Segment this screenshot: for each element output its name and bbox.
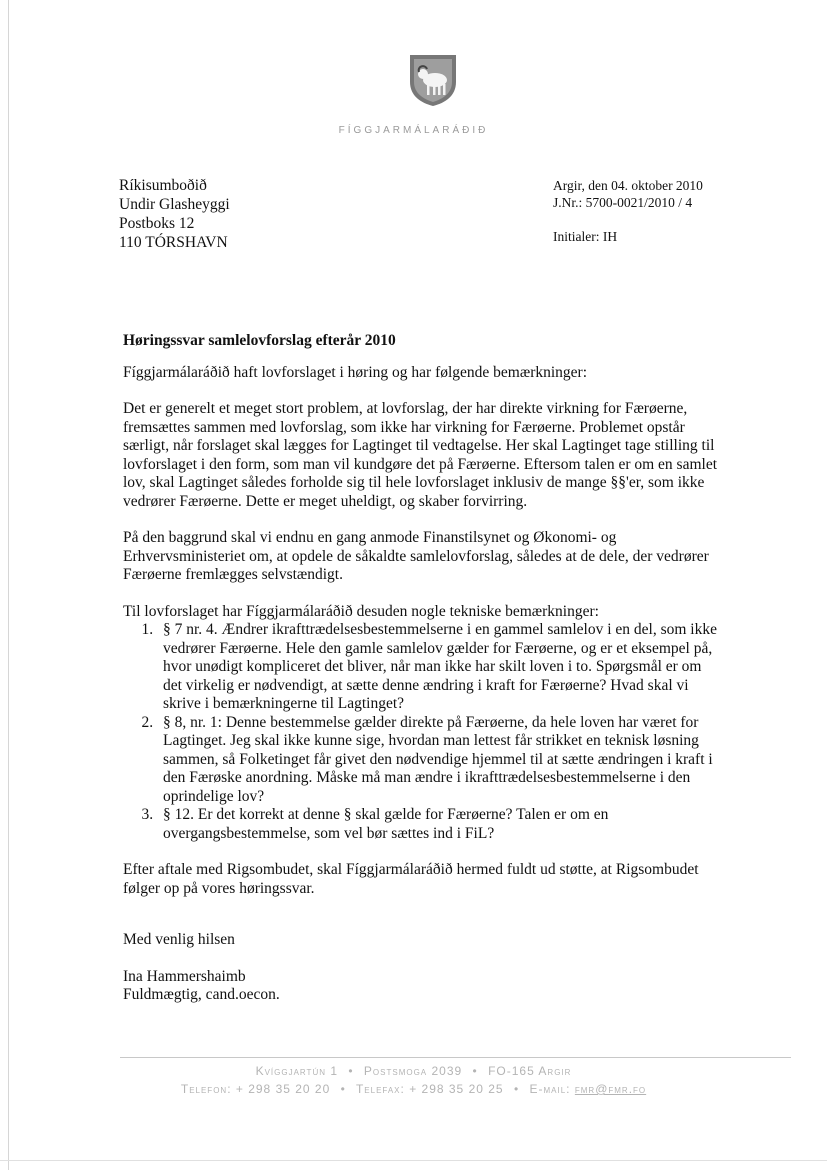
footer-postbox: Postsmoga 2039	[363, 1064, 463, 1078]
recipient-line: 110 TÓRSHAVN	[119, 234, 228, 251]
letter-subject: Høringssvar samlelovforslag efterår 2010	[123, 332, 396, 349]
footer-divider	[120, 1057, 791, 1058]
remark-item: 1. § 7 nr. 4. Ændrer ikrafttrædelsesbestemmelserne i en gammel samlelov i en del, som ikke vedrører Færøerne. Hele den gamle samlelov gælder for Færøerne, og er et eksempel på, hvor unødigt kompliceret det bliver, når man ikke har skilt loven i to. Spørgsmål er om det virkelig er nødvendigt, at sætte denne ændring i kraft for Færøerne? Hvad skal vi skrive i bemærkningerne til Lagtinget?	[157, 621, 723, 714]
footer-street: Kvíggjartún 1	[255, 1064, 339, 1078]
recipient-line: Postboks 12	[119, 215, 195, 232]
footer-email-label: E-mail:	[529, 1082, 571, 1096]
letter-meta	[553, 177, 703, 245]
bullet-separator-icon: •	[340, 1082, 346, 1096]
remark-item: 2. § 8, nr. 1: Denne bestemmelse gælder direkte på Færøerne, da hele loven har været for Lagtinget. Jeg skal ikke kunne sige, hvordan man lettest får strikket en teknisk løsning sammen, så Folketinget får givet den nødvendige hjemmel til at sætte ændringen i kraft i den Færøske anordning. Måske må man ændre i ikrafttrædelsesbestemmelserne i den oprindelige lov?	[157, 714, 723, 807]
closing-greeting: Med venlig hilsen	[123, 931, 235, 948]
letterhead-org-name: FÍGGJARMÁLARÁÐIÐ	[338, 125, 489, 136]
ram-coat-of-arms-icon	[407, 52, 459, 108]
intro-paragraph: Fíggjarmálaráðið haft lovforslaget i høring og har følgende bemærkninger:	[123, 363, 588, 381]
body-paragraph-2: På den baggrund skal vi endnu en gang anmode Finanstilsynet og Økonomi- og Erhvervsministeriet om, at opdele de såkaldte samlelovforslag, således at de dele, der vedrører Færøerne fremlægges selvstændigt.	[123, 529, 709, 583]
footer-email-link[interactable]: fmr@fmr.fo	[574, 1082, 647, 1096]
footer-phone: Telefon: + 298 35 20 20	[180, 1082, 331, 1096]
recipient-address	[119, 176, 230, 252]
footer-contact-line	[0, 1082, 827, 1096]
place-date: Argir, den 04. oktober 2010	[553, 178, 703, 193]
initials: Initialer: IH	[553, 229, 618, 244]
body-paragraph-3: Efter aftale med Rigsombudet, skal Fíggjarmálaráðið hermed fuldt ud støtte, at Rigsombudet følger op på vores høringssvar.	[123, 861, 699, 897]
footer-address-line	[0, 1064, 827, 1078]
signer-title: Fuldmægtig, cand.oecon.	[123, 986, 280, 1003]
recipient-line: Ríkisumboðið	[119, 177, 207, 194]
footer-postcode: FO-165 Argir	[488, 1064, 572, 1078]
remarks-intro: Til lovforslaget har Fíggjarmálaráðið desuden nogle tekniske bemærkninger:	[123, 602, 599, 620]
signer-name: Ina Hammershaimb	[123, 967, 246, 985]
body-paragraph-1: Det er generelt et meget stort problem, at lovforslag, der har direkte virkning for Færøerne, fremsættes sammen med lovforslag, som ikke har virkning for Færøerne. Problemet opstår særligt, når forslaget skal lægges for Lagtinget til vedtagelse. Her skal Lagtinget tage stilling til lovforslaget i den form, som man vil kundgøre det på Færøerne. Eftersom talen er om en samlet lov, skal Lagtinget således forholde sig til hele lovforslaget inklusiv de mange §§'er, som ikke vedrører Færøerne. Dette er meget uheldigt, og skaber forvirring.	[123, 400, 718, 510]
bullet-separator-icon: •	[472, 1064, 478, 1078]
bullet-separator-icon: •	[348, 1064, 354, 1078]
page-edge-line	[8, 0, 9, 1170]
recipient-line: Undir Glasheyggi	[119, 196, 230, 213]
page-bottom-line	[0, 1160, 827, 1161]
remark-item: 3. § 12. Er det korrekt at denne § skal gælde for Færøerne? Talen er om en overgangsbestemmelse, som vel bør sættes ind i FiL?	[157, 806, 723, 843]
remarks-list	[123, 621, 723, 843]
letter-body	[123, 332, 723, 1005]
footer-fax: Telefax: + 298 35 20 25	[355, 1082, 504, 1096]
bullet-separator-icon: •	[513, 1082, 520, 1096]
journal-number: J.Nr.: 5700-0021/2010 / 4	[553, 195, 693, 210]
